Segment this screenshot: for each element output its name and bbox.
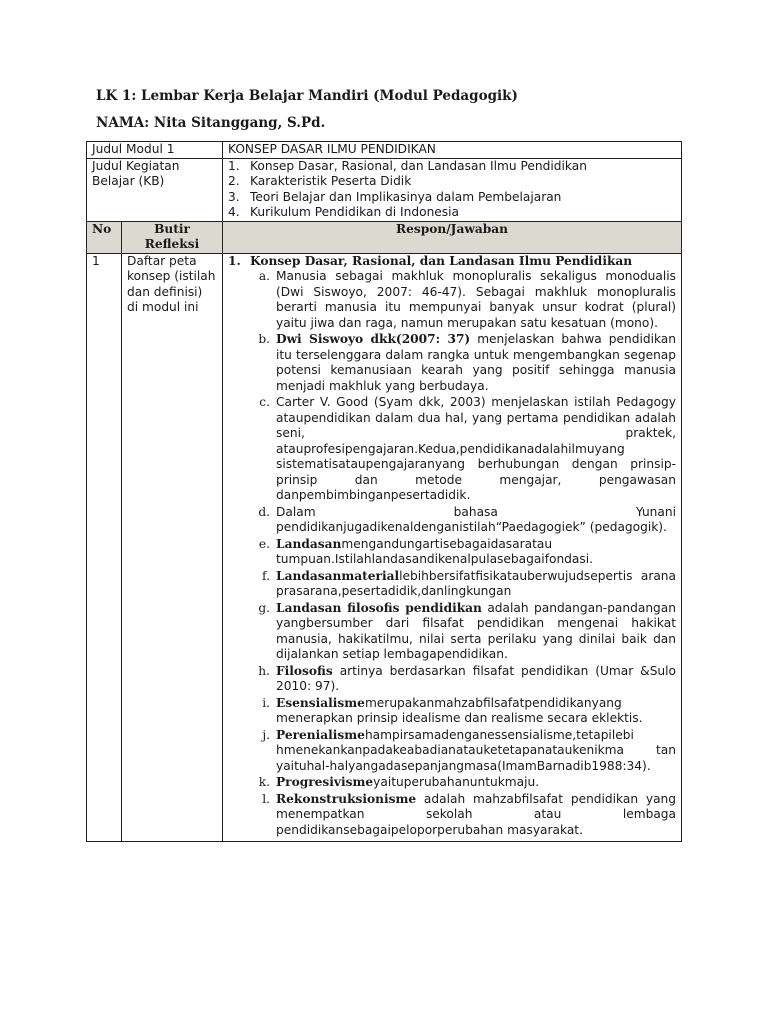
concept-term: Progresivisme bbox=[276, 775, 374, 789]
section-title-text: Konsep Dasar, Rasional, dan Landasan Ilmu Pendidikan bbox=[250, 253, 633, 268]
name-line: NAMA: Nita Sitanggang, S.Pd. bbox=[96, 115, 326, 131]
concept-item bbox=[228, 395, 676, 504]
module-title-value: KONSEP DASAR ILMU PENDIDIKAN bbox=[223, 142, 682, 159]
concept-item-letter: j. bbox=[262, 727, 270, 742]
concept-item bbox=[228, 505, 676, 536]
kb-item-text: Kurikulum Pendidikan di Indonesia bbox=[250, 205, 459, 219]
concept-item-letter: d. bbox=[258, 504, 270, 519]
concept-item-letter: f. bbox=[262, 568, 270, 583]
kb-item bbox=[228, 174, 676, 190]
concept-item-text bbox=[276, 696, 676, 727]
concept-item-letter: k. bbox=[258, 775, 270, 789]
concept-term: Landasan bbox=[276, 536, 342, 551]
concept-item bbox=[228, 775, 676, 791]
concept-definition: merupakanmahzabfilsafatpendidikanyang menerapkan prinsip idealisme dan realisme secara eklektis. bbox=[276, 695, 643, 725]
concept-item bbox=[228, 664, 676, 695]
concept-item bbox=[228, 728, 676, 775]
kb-item-number: 1. bbox=[228, 158, 240, 173]
header-butir-refleksi: Butir Refleksi bbox=[122, 221, 223, 253]
kb-list bbox=[228, 159, 676, 221]
kb-title-list-cell bbox=[223, 158, 682, 221]
concept-item bbox=[228, 601, 676, 663]
kb-item bbox=[228, 190, 676, 206]
concept-item bbox=[228, 269, 676, 331]
module-title-row bbox=[87, 142, 682, 159]
concept-definition: Manusia sebagai makhluk monopluralis sekaligus monodualis (Dwi Siswoyo, 2007: 46-47). Sebagai makhluk monopluralis berarti manusia itu mempunyai banyak unsur kodrat (plural) yaitu jiwa dan raga, namun merupakan satu kesatuan (mono). bbox=[276, 269, 676, 330]
concept-term: Landasan filosofis pendidikan bbox=[276, 600, 482, 615]
concept-item-letter: h. bbox=[258, 663, 270, 678]
section-title bbox=[228, 254, 676, 270]
concept-item-letter: e. bbox=[258, 536, 270, 551]
kb-title-label: Judul Kegiatan Belajar (KB) bbox=[87, 158, 223, 221]
concept-item bbox=[228, 696, 676, 727]
kb-item-text: Karakteristik Peserta Didik bbox=[250, 174, 412, 188]
concept-definition: yaituperubahanuntukmaju. bbox=[373, 775, 540, 789]
kb-item-number: 4. bbox=[228, 205, 240, 219]
section-number: 1. bbox=[228, 253, 241, 268]
concept-item-letter: i. bbox=[262, 695, 270, 710]
concept-definition: adalah mahzabfilsafat pendidikan yang menempatkan sekolah atau lembaga pendidikansebagaipeloporperubahan masyarakat. bbox=[276, 791, 676, 837]
concept-item-text bbox=[276, 792, 676, 839]
concept-item bbox=[228, 537, 676, 568]
kb-item-text: Teori Belajar dan Implikasinya dalam Pembelajaran bbox=[250, 189, 562, 204]
module-title-label: Judul Modul 1 bbox=[87, 142, 223, 159]
concept-item bbox=[228, 569, 676, 600]
header-respon-jawaban: Respon/Jawaban bbox=[223, 221, 682, 253]
concept-definition: adalah pandangan-pandangan yangbersumber dari filsafat pendidikan mengenai hakikat manusia, hakikatilmu, nilai serta perilaku yang dinilai baik dan dijalankan setiap lembagapendidikan. bbox=[276, 600, 676, 661]
header-no: No bbox=[87, 221, 122, 253]
concept-item-text bbox=[276, 728, 676, 775]
concept-term: Perenialisme bbox=[276, 727, 365, 742]
concept-term: Esensialisme bbox=[276, 695, 365, 710]
concept-term: Filosofis bbox=[276, 663, 333, 678]
concept-item bbox=[228, 332, 676, 394]
concept-item-letter: g. bbox=[258, 600, 270, 615]
concept-definition: Dalam bahasa Yunani pendidikanjugadikenaldenganistilah“Paedagogiek” (pedagogik). bbox=[276, 504, 676, 534]
concept-definition: Carter V. Good (Syam dkk, 2003) menjelaskan istilah Pedagogy ataupendidikan dalam dua hal, yang pertama pendidikan adalah seni, praktek, atauprofesipengajaran.Kedua,pendidikanadalahilmuyang sistematisataupengajaranyang berhubungan dengan prinsip-prinsip dan metode mengajar, pengawasan danpembimbinganpesertadidik. bbox=[276, 395, 676, 502]
concept-term: Landasanmaterial bbox=[276, 568, 400, 583]
concept-definition: menjelaskan bahwa pendidikan itu terselenggara dalam rangka untuk mengembangkan segenap potensi kemanusiaan kearah yang positif sehingga manusia menjadi makhluk yang berbudaya. bbox=[276, 332, 676, 393]
concept-item-text bbox=[276, 332, 676, 394]
kb-item bbox=[228, 159, 676, 175]
kb-item bbox=[228, 205, 676, 221]
concept-item-text bbox=[276, 664, 676, 695]
table-row bbox=[87, 253, 682, 842]
concept-list bbox=[228, 269, 676, 841]
concept-item-text bbox=[276, 505, 676, 536]
concept-item-text bbox=[276, 569, 676, 600]
concept-term: Rekonstruksionisme bbox=[276, 791, 417, 806]
worksheet-table bbox=[86, 141, 682, 842]
concept-item-text bbox=[276, 537, 676, 568]
kb-item-number: 3. bbox=[228, 189, 240, 204]
document-title: LK 1: Lembar Kerja Belajar Mandiri (Modul Pedagogik) bbox=[96, 88, 518, 104]
concept-definition: mengandungartisebagaidasaratau tumpuan.Istilahlandasandikenalpulasebagaifondasi. bbox=[276, 536, 593, 566]
concept-definition: hampirsamadenganessensialisme,tetapilebi hmenekankanpadakeabadianatauketetapanataukenikma tan yaituhal-halyangadasepanjangmasa(ImamBarnadib1988:34). bbox=[276, 727, 676, 773]
row-number: 1 bbox=[87, 253, 122, 842]
respon-cell bbox=[223, 253, 682, 842]
concept-definition: artinya berdasarkan filsafat pendidikan (Umar &Sulo 2010: 97). bbox=[276, 663, 676, 693]
concept-item bbox=[228, 792, 676, 839]
kb-item-number: 2. bbox=[228, 174, 240, 188]
concept-item-letter: a. bbox=[258, 269, 270, 283]
concept-item-text bbox=[276, 269, 676, 331]
concept-item-letter: l. bbox=[262, 791, 270, 806]
kb-title-row bbox=[87, 158, 682, 221]
concept-item-text bbox=[276, 395, 676, 504]
concept-item-text bbox=[276, 601, 676, 663]
kb-item-text: Konsep Dasar, Rasional, dan Landasan Ilmu Pendidikan bbox=[250, 158, 587, 173]
concept-term: Dwi Siswoyo dkk(2007: 37) bbox=[276, 332, 471, 346]
butir-refleksi-text: Daftar peta konsep (istilah dan definisi) di modul ini bbox=[122, 253, 223, 842]
concept-definition: lebihbersifatfisikatauberwujudsepertis arana prasarana,pesertadidik,danlingkungan bbox=[276, 568, 676, 598]
concept-item-letter: b. bbox=[258, 332, 270, 346]
concept-item-letter: c. bbox=[259, 395, 270, 409]
table-header-row bbox=[87, 221, 682, 253]
concept-item-text bbox=[276, 775, 676, 791]
